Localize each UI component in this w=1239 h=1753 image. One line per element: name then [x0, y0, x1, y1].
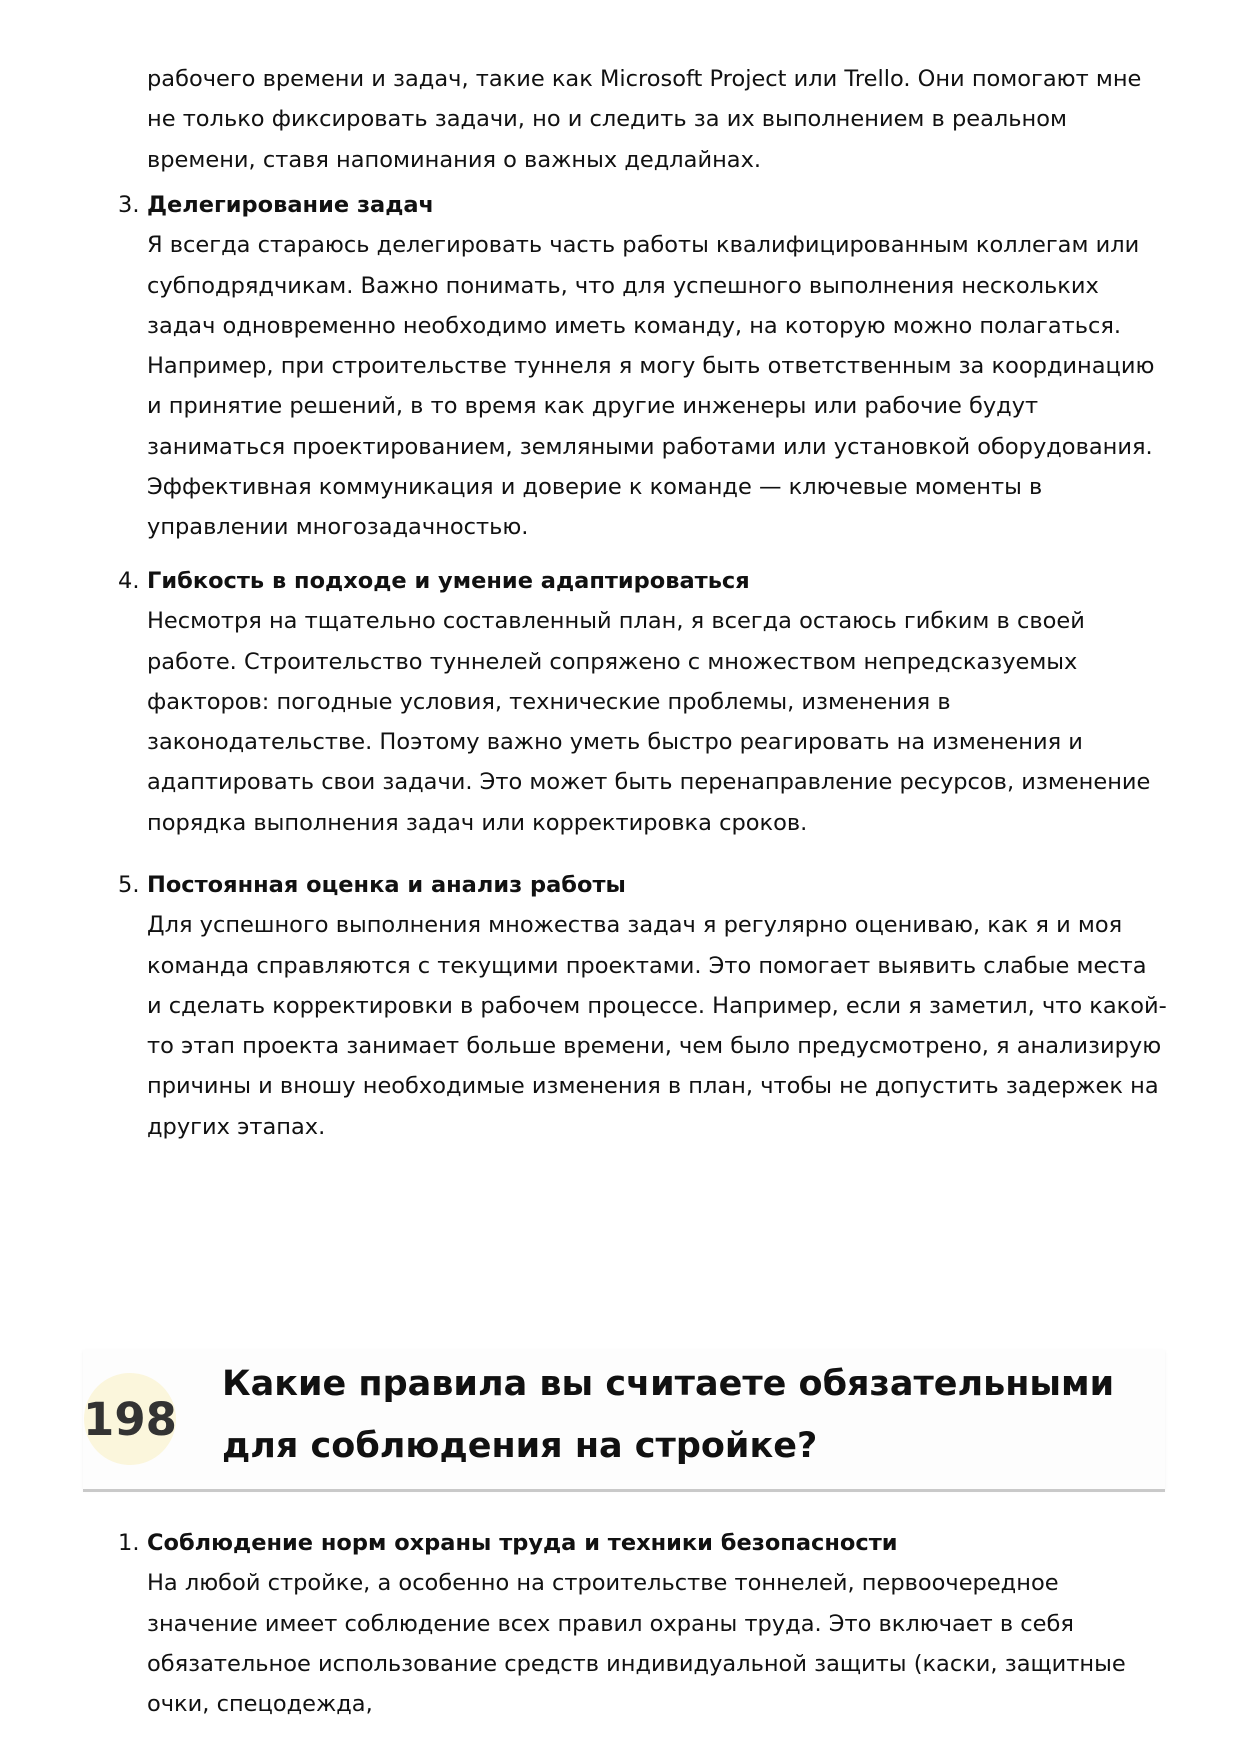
- answer-item-1: [118, 1523, 1167, 1724]
- list-item-number: 1.: [118, 1530, 140, 1556]
- list-item-body: Несмотря на тщательно составленный план, я всегда остаюсь гибким в своей работе. Строительство туннелей сопряжено с множеством непредсказуемых факторов: погодные условия, технические проблемы, изменения в законодательстве. Поэтому важно уметь быстро реагировать на изменения и адаптировать свои задачи. Это может быть перенаправление ресурсов, изменение порядка выполнения задач или корректировка сроков.: [147, 608, 1151, 836]
- list-item-3: [118, 185, 1167, 548]
- list-item-title: Соблюдение норм охраны труда и техники безопасности: [147, 1530, 898, 1556]
- list-item-body: На любой стройке, а особенно на строительстве тоннелей, первоочередное значение имеет соблюдение всех правил охраны труда. Это включает в себя обязательное использование средств индивидуальной защиты (каски, защитные очки, спецодежда,: [147, 1570, 1126, 1718]
- list-item-number: 5.: [118, 872, 140, 898]
- list-item-4: [118, 561, 1167, 843]
- list-item-title: Постоянная оценка и анализ работы: [147, 872, 626, 898]
- question-title: Какие правила вы считаете обязательными для соблюдения на стройке?: [222, 1364, 1115, 1466]
- list-item-body: Я всегда стараюсь делегировать часть работы квалифицированным коллегам или субподрядчикам. Важно понимать, что для успешного выполнения нескольких задач одновременно необходимо иметь команду, на которую можно полагаться. Например, при строительстве туннеля я могу быть ответственным за координацию и принятие решений, в то время как другие инженеры или рабочие будут заниматься проектированием, земляными работами или установкой оборудования. Эффективная коммуникация и доверие к команде — ключевые моменты в управлении многозадачностью.: [147, 232, 1155, 541]
- list-item-number: 3.: [118, 192, 140, 218]
- list-item-heading: [118, 1523, 1167, 1563]
- list-item-title: Гибкость в подходе и умение адаптироваться: [147, 568, 750, 594]
- list-item-5: [118, 865, 1167, 1147]
- list-item-title: Делегирование задач: [147, 192, 435, 218]
- continuation-paragraph: рабочего времени и задач, такие как Microsoft Project или Trello. Они помогают мне не только фиксировать задачи, но и следить за их выполнением в реальном времени, ставя напоминания о важных дедлайнах.: [147, 66, 1142, 173]
- question-number-badge: 198: [84, 1373, 176, 1465]
- list-item-body: Для успешного выполнения множества задач я регулярно оцениваю, как я и моя команда справляются с текущими проектами. Это помогает выявить слабые места и сделать корректировки в рабочем процессе. Например, если я заметил, что какой-то этап проекта занимает больше времени, чем было предусмотрено, я анализирую причины и вношу необходимые изменения в план, чтобы не допустить задержек на других этапах.: [147, 912, 1167, 1140]
- list-item-number: 4.: [118, 568, 140, 594]
- list-item-heading: [118, 185, 1167, 225]
- list-item-heading: [118, 561, 1167, 601]
- list-item-heading: [118, 865, 1167, 905]
- question-divider: [83, 1489, 1165, 1492]
